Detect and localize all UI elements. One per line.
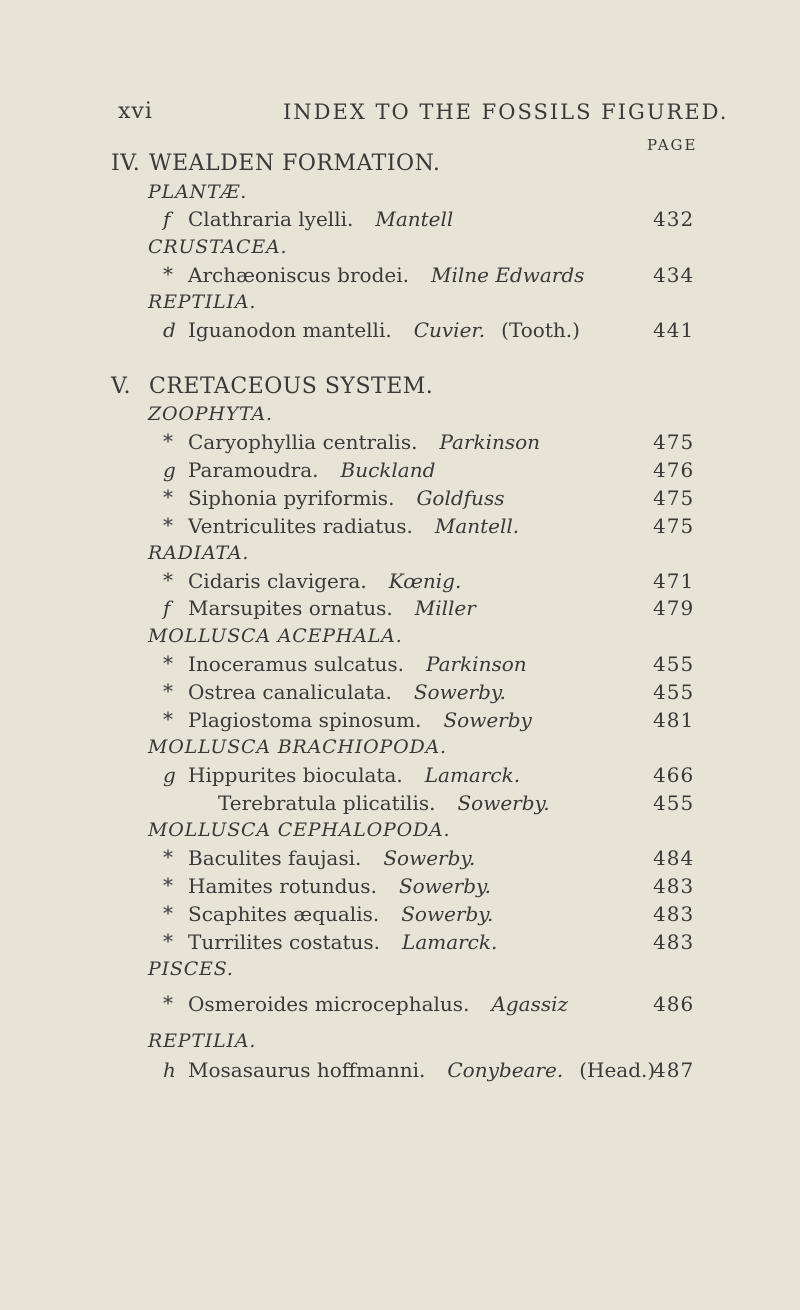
index-entry <box>0 652 800 680</box>
fossil-name <box>188 486 504 510</box>
species-name: Terebratula plicatilis. <box>218 791 436 815</box>
entry-note: (Tooth.) <box>501 318 580 342</box>
species-name: Osmeroides microcephalus. <box>188 992 470 1016</box>
index-entry <box>0 680 800 708</box>
index-entry <box>0 763 800 791</box>
index-entry <box>0 708 800 736</box>
class-heading: REPTILIA. <box>148 1030 257 1052</box>
species-name: Paramoudra. <box>188 458 319 482</box>
figure-mark: g <box>163 763 176 787</box>
author-name: Conybeare. <box>447 1058 564 1082</box>
index-entry <box>0 514 800 542</box>
figure-mark: * <box>163 651 173 675</box>
page-number: 466 <box>653 763 695 787</box>
species-name: Ostrea canaliculata. <box>188 680 392 704</box>
index-entry <box>0 846 800 874</box>
figure-mark: * <box>163 568 173 592</box>
page-number: 434 <box>653 263 695 287</box>
fossil-name <box>188 680 506 704</box>
page-number: 475 <box>653 486 695 510</box>
class-heading: MOLLUSCA ACEPHALA. <box>148 625 403 647</box>
section-heading <box>111 374 433 399</box>
entry-note: (Head.) <box>579 1058 656 1082</box>
author-name: Sowerby. <box>457 791 550 815</box>
page-number: 481 <box>653 708 695 732</box>
author-name: Miller <box>414 596 476 620</box>
class-heading: MOLLUSCA BRACHIOPODA. <box>148 736 447 758</box>
index-entry <box>0 318 800 346</box>
figure-mark: d <box>163 318 176 342</box>
class-heading: CRUSTACEA. <box>148 236 288 258</box>
fossil-name <box>188 430 540 454</box>
class-heading: REPTILIA. <box>148 291 257 313</box>
fossil-name <box>188 708 532 732</box>
species-name: Ventriculites radiatus. <box>188 514 413 538</box>
figure-mark: * <box>163 513 173 537</box>
species-name: Iguanodon mantelli. <box>188 318 392 342</box>
author-name: Lamarck. <box>402 930 498 954</box>
author-name: Buckland <box>340 458 436 482</box>
index-entry <box>0 791 800 819</box>
page-title: INDEX TO THE FOSSILS FIGURED. <box>283 100 729 124</box>
author-name: Agassiz <box>491 992 569 1016</box>
fossil-name <box>188 596 476 620</box>
index-entry <box>0 1058 800 1086</box>
fossil-name <box>188 763 520 787</box>
species-name: Hippurites bioculata. <box>188 763 403 787</box>
index-entry <box>0 207 800 235</box>
page-number: 475 <box>653 514 695 538</box>
author-name: Goldfuss <box>416 486 505 510</box>
author-name: Sowerby. <box>398 874 491 898</box>
author-name: Cuvier. <box>413 318 486 342</box>
page-number: 479 <box>653 596 695 620</box>
fossil-name <box>188 514 519 538</box>
fossil-name <box>188 874 491 898</box>
fossil-name <box>188 652 527 676</box>
species-name: Baculites faujasi. <box>188 846 362 870</box>
figure-mark: * <box>163 707 173 731</box>
class-heading: RADIATA. <box>148 542 250 564</box>
page-number: 483 <box>653 874 695 898</box>
species-name: Mosasaurus hoffmanni. <box>188 1058 426 1082</box>
figure-mark: * <box>163 679 173 703</box>
page-number: 471 <box>653 569 695 593</box>
species-name: Caryophyllia centralis. <box>188 430 418 454</box>
author-name: Kœnig. <box>388 569 462 593</box>
page-number: 432 <box>653 207 695 231</box>
section-number: IV. <box>111 151 141 176</box>
index-entry <box>0 874 800 902</box>
index-entry <box>0 263 800 291</box>
species-name: Scaphites æqualis. <box>188 902 380 926</box>
author-name: Sowerby <box>443 708 532 732</box>
index-entry <box>0 992 800 1020</box>
index-entry <box>0 902 800 930</box>
author-name: Lamarck. <box>424 763 521 787</box>
fossil-name <box>188 902 493 926</box>
class-heading: PISCES. <box>148 958 234 980</box>
fossil-name <box>188 569 461 593</box>
page-number: 455 <box>653 680 695 704</box>
author-name: Parkinson <box>439 430 541 454</box>
index-entry <box>0 569 800 597</box>
species-name: Plagiostoma spinosum. <box>188 708 422 732</box>
figure-mark: h <box>163 1058 176 1082</box>
section-title: WEALDEN FORMATION. <box>149 151 441 176</box>
author-name: Mantell <box>375 207 454 231</box>
page-number: 475 <box>653 430 695 454</box>
class-heading: PLANTÆ. <box>148 181 248 203</box>
fossil-name <box>188 1058 655 1082</box>
section-number: V. <box>111 374 132 399</box>
species-name: Inoceramus sulcatus. <box>188 652 405 676</box>
species-name: Cidaris clavigera. <box>188 569 367 593</box>
class-heading: ZOOPHYTA. <box>148 403 273 425</box>
species-name: Turrilites costatus. <box>188 930 381 954</box>
class-heading: MOLLUSCA CEPHALOPODA. <box>148 819 451 841</box>
page-number: 441 <box>653 318 695 342</box>
figure-mark: * <box>163 845 173 869</box>
index-entry <box>0 458 800 486</box>
index-entry <box>0 930 800 958</box>
page-number: 483 <box>653 930 695 954</box>
fossil-name <box>188 846 475 870</box>
author-name: Parkinson <box>426 652 527 676</box>
fossil-name <box>188 263 584 287</box>
page-number: 455 <box>653 791 695 815</box>
page-number: 455 <box>653 652 695 676</box>
figure-mark: * <box>163 262 173 286</box>
page-column-label: PAGE <box>647 136 698 154</box>
index-entry <box>0 596 800 624</box>
page-number: 487 <box>653 1058 695 1082</box>
figure-mark: f <box>163 207 171 231</box>
figure-mark: * <box>163 485 173 509</box>
fossil-name <box>188 992 568 1016</box>
running-head <box>0 99 800 129</box>
page-number: 476 <box>653 458 695 482</box>
figure-mark: g <box>163 458 176 482</box>
figure-mark: * <box>163 991 173 1015</box>
fossil-name <box>188 930 497 954</box>
species-name: Archæoniscus brodei. <box>188 263 409 287</box>
fossil-name <box>188 207 453 231</box>
figure-mark: f <box>163 596 171 620</box>
species-name: Siphonia pyriformis. <box>188 486 395 510</box>
figure-mark: * <box>163 429 173 453</box>
page-number: 483 <box>653 902 695 926</box>
author-name: Sowerby. <box>413 680 506 704</box>
page-number: 484 <box>653 846 695 870</box>
fossil-name <box>188 318 580 342</box>
figure-mark: * <box>163 901 173 925</box>
species-name: Hamites rotundus. <box>188 874 377 898</box>
author-name: Milne Edwards <box>430 263 585 287</box>
author-name: Mantell. <box>434 514 520 538</box>
author-name: Sowerby. <box>383 846 476 870</box>
species-name: Clathraria lyelli. <box>188 207 354 231</box>
author-name: Sowerby. <box>401 902 494 926</box>
species-name: Marsupites ornatus. <box>188 596 393 620</box>
fossil-name <box>188 458 435 482</box>
section-title: CRETACEOUS SYSTEM. <box>149 374 434 399</box>
section-heading <box>111 151 440 176</box>
index-entry <box>0 486 800 514</box>
figure-mark: * <box>163 929 173 953</box>
index-entry <box>0 430 800 458</box>
page-folio: xvi <box>118 99 153 124</box>
fossil-name <box>218 791 550 815</box>
page-number: 486 <box>653 992 695 1016</box>
figure-mark: * <box>163 873 173 897</box>
